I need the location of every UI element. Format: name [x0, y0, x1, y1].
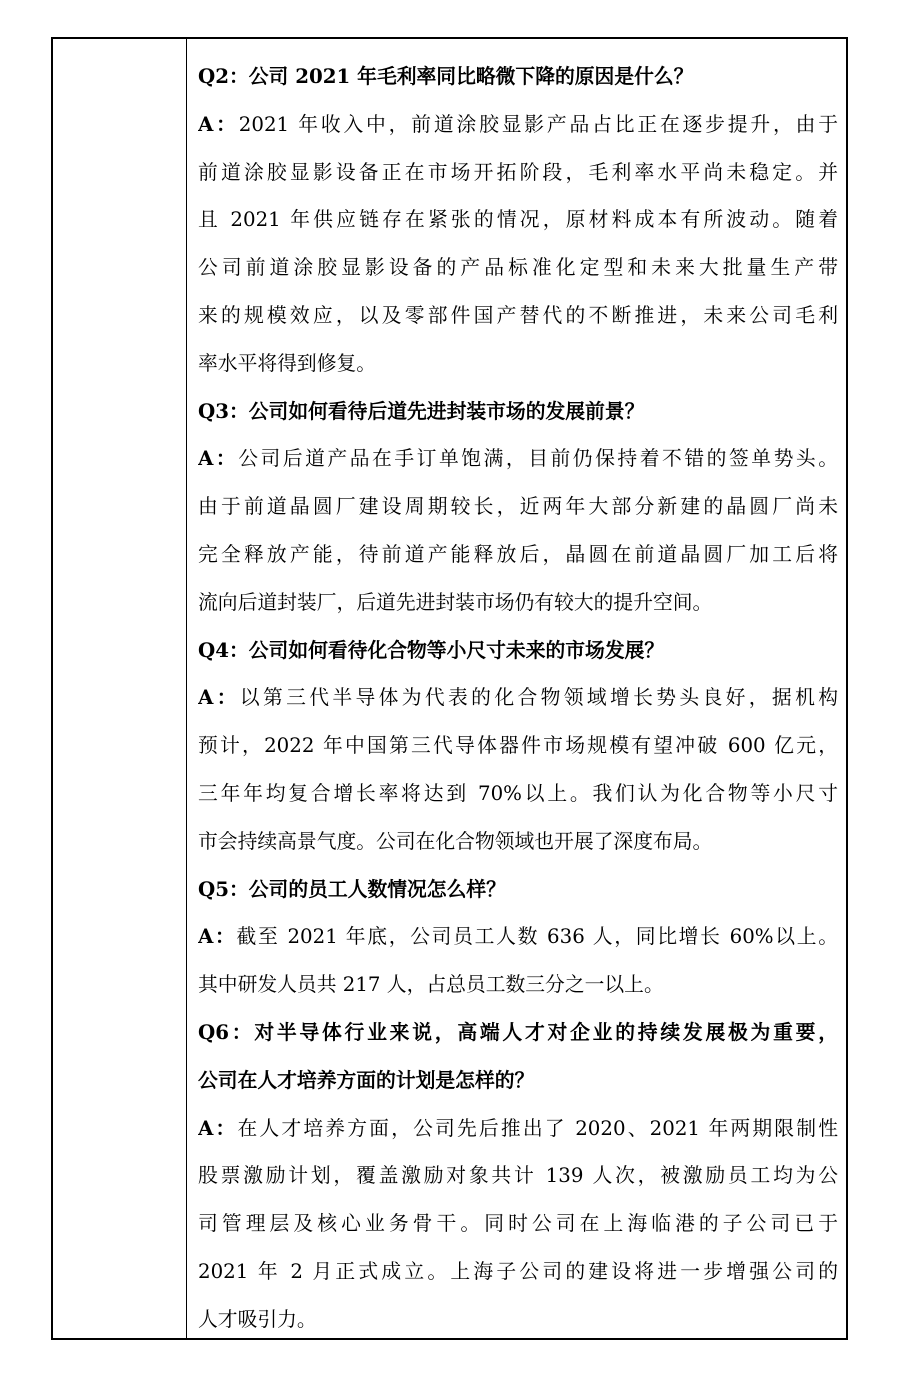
answer-q3-line: 由于前道晶圆厂建设周期较长，近两年大部分新建的晶圆厂尚未 [198, 495, 838, 519]
answer-text: 2021 年收入中，前道涂胶显影产品占比正在逐步提升，由于 [238, 112, 838, 136]
qa-table [51, 37, 848, 1340]
answer-q4-line: 市会持续高景气度。公司在化合物领域也开展了深度布局。 [198, 829, 713, 853]
answer-lead: A： [198, 1115, 238, 1140]
question-q3: Q3：公司如何看待后道先进封装市场的发展前景？ [198, 398, 645, 423]
answer-q6-line: 股票激励计划，覆盖激励对象共计 139 人次，被激励员工均为公 [198, 1164, 838, 1188]
answer-q6-line: 2021 年 2 月正式成立。上海子公司的建设将进一步增强公司的 [198, 1259, 838, 1283]
answer-q5-line: 其中研发人员共 217 人，占总员工数三分之一以上。 [198, 973, 664, 997]
table-content-cell [198, 53, 838, 1344]
table-left-cell [53, 39, 187, 1338]
question-q5: Q5：公司的员工人数情况怎么样？ [198, 876, 506, 901]
answer-lead: A： [198, 111, 239, 136]
answer-q6-line: 人才吸引力。 [198, 1307, 317, 1331]
answer-lead: A： [198, 924, 237, 949]
answer-q3-line [198, 435, 838, 483]
answer-q5-line [198, 913, 838, 961]
answer-q4-line [198, 674, 838, 722]
answer-lead: A： [198, 446, 239, 471]
question-q4: Q4：公司如何看待化合物等小尺寸未来的市场发展？ [198, 637, 665, 662]
answer-q2-line: 且 2021 年供应链存在紧张的情况，原材料成本有所波动。随着 [198, 208, 838, 232]
answer-text: 截至 2021 年底，公司员工人数 636 人，同比增长 60%以上。 [236, 925, 838, 949]
answer-q2-line: 来的规模效应，以及零部件国产替代的不断推进，未来公司毛利 [198, 303, 838, 327]
answer-text: 以第三代半导体为代表的化合物领域增长势头良好，据机构 [239, 686, 838, 710]
question-q6: 公司在人才培养方面的计划是怎样的？ [198, 1067, 535, 1092]
answer-q6-line: 司管理层及核心业务骨干。同时公司在上海临港的子公司已于 [198, 1212, 838, 1236]
answer-q2-line: 前道涂胶显影设备正在市场开拓阶段，毛利率水平尚未稳定。并 [198, 160, 838, 184]
question-q2: Q2：公司 2021 年毛利率同比略微下降的原因是什么？ [198, 64, 694, 88]
answer-q4-line: 预计，2022 年中国第三代导体器件市场规模有望冲破 600 亿元， [198, 734, 838, 758]
answer-q2-line [198, 101, 838, 149]
answer-lead: A： [198, 685, 240, 710]
answer-text: 在人才培养方面，公司先后推出了 2020、2021 年两期限制性 [237, 1116, 838, 1140]
question-q6: Q6：对半导体行业来说，高端人才对企业的持续发展极为重要， [198, 1019, 838, 1044]
answer-q2-line: 率水平将得到修复。 [198, 351, 377, 375]
answer-q4-line: 三年年均复合增长率将达到 70%以上。我们认为化合物等小尺寸 [198, 781, 838, 805]
answer-q3-line: 完全释放产能，待前道产能释放后，晶圆在前道晶圆厂加工后将 [198, 542, 838, 566]
answer-q2-line: 公司前道涂胶显影设备的产品标准化定型和未来大批量生产带 [198, 256, 838, 280]
answer-q6-line [198, 1105, 838, 1153]
answer-q3-line: 流向后道封装厂，后道先进封装市场仍有较大的提升空间。 [198, 590, 713, 614]
answer-text: 公司后道产品在手订单饱满，目前仍保持着不错的签单势头。 [238, 447, 838, 471]
